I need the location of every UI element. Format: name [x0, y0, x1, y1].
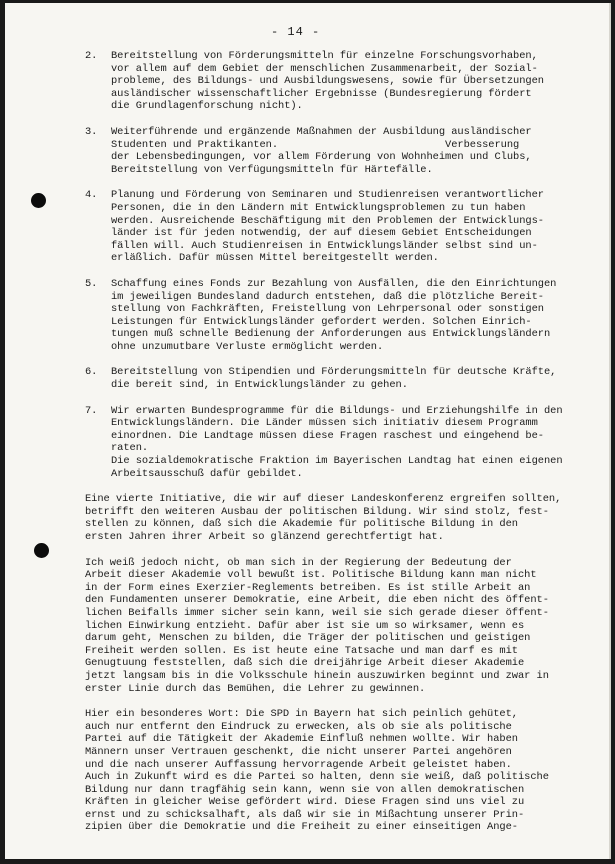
paragraph [85, 557, 563, 696]
list-item-text: Weiterführende und ergänzende Maßnahmen der Ausbildung ausländischer Studenten und Praktikanten. Verbesserung der Lebensbedingungen, vor allem Förderung von Wohnheimen und Clubs, Bereitstellung von Verfügungsmitteln für Härtefälle. [111, 125, 532, 176]
list-item-number: 5. [85, 277, 98, 290]
list-item-number: 2. [85, 50, 98, 62]
punch-hole-bottom [34, 543, 49, 558]
document-body [85, 50, 563, 847]
list-item-text: Bereitstellung von Stipendien und Förderungsmitteln für deutsche Kräfte, die bereit sind, in Entwicklungsländer zu gehen. [111, 366, 557, 392]
list-item-text: Wir erwarten Bundesprogramme für die Bildungs- und Erziehungshilfe in den Entwicklungsländern. Die Länder müssen sich initiativ diesem Programm einordnen. Die Landtage müssen diese Fragen raschest und eingehend be- raten. Die sozialdemokratische Fraktion im Bayerischen Landtag hat einen eigenen Arbeitsausschuß dafür gebildet. [111, 404, 563, 480]
list-item [85, 278, 563, 354]
paragraph-text: Ich weiß jedoch nicht, ob man sich in der Regierung der Bedeutung der Arbeit dieser Akademie voll bewußt ist. Politische Bildung kann man nicht in der Form eines Exerzier-Reglements betreiben. Es ist stille Arbeit an den Fundamenten unserer Demokratie, eine Arbeit, die eben nicht des öffent- lichen Beifalls immer sicher sein kann, weil sie sich gerade dieser öffent- lichen Einwirkung entzieht. Dafür aber ist sie um so wirksamer, wenn es darum geht, Menschen zu bilden, die Träger der politischen und geistigen Freiheit werden sollen. Es ist heute eine Tatsache und man darf es mit Genugtuung feststellen, daß sich die dreijährige Arbeit dieser Akademie jetzt langsam bis in die Volksschule hinein auszuwirken beginnt und zwar in erster Linie durch das Bemühen, die Lehrer zu gewinnen. [85, 556, 549, 695]
punch-hole-top [31, 193, 46, 208]
paragraph [85, 708, 563, 834]
list-item-text: Planung und Förderung von Seminaren und Studienreisen verantwortlicher Personen, die in den Ländern mit Entwicklungsproblemen zu tun haben werden. Ausreichende Beschäftigung mit den Problemen der Entwicklungs- länder ist für jeden notwendig, der auf diesem Gebiet Entscheidungen fällen will. Auch Studienreisen in Entwicklungsländer selbst sind un- erläßlich. Dafür müssen Mittel bereitgestellt werden. [111, 189, 544, 265]
document-page [5, 3, 611, 859]
list-item-number: 6. [85, 366, 98, 379]
list-item [85, 189, 563, 265]
list-item-text: Bereitstellung von Förderungsmitteln für einzelne Forschungsvorhaben, vor allem auf dem Gebiet der menschlichen Zusammenarbeit, der Sozial- probleme, des Bildungs- und Ausbildungswesens, sowie für Übersetzungen ausländischer wissenschaftlicher Ergebnisse (Bundesregierung fördert die Grundlagenforschung nicht). [111, 50, 544, 113]
list-item-number: 4. [85, 189, 98, 202]
paragraph [85, 493, 563, 543]
list-item [85, 405, 563, 481]
paragraph-text: Eine vierte Initiative, die wir auf dieser Landeskonferenz ergreifen sollten, betrifft den weiteren Ausbau der politischen Bildung. Wir sind stolz, fest- stellen zu können, daß sich die Akademie für politische Bildung in den ersten Jahren ihrer Arbeit so glänzend gerechtfertigt hat. [85, 493, 562, 543]
list-item [85, 126, 563, 176]
list-item [85, 366, 563, 391]
list-item [85, 50, 563, 113]
paragraph-text: Hier ein besonderes Wort: Die SPD in Bayern hat sich peinlich gehütet, auch nur entfernt den Eindruck zu erwecken, als ob sie als politische Partei auf die Tätigkeit der Akademie Einfluß nehmen wollte. Wir haben Männern unser Vertrauen geschenkt, die nicht unserer Partei angehören und die nach unserer Auffassung hervorragende Arbeit geleistet haben. Auch in Zukunft wird es die Partei so halten, denn sie weiß, daß politische Bildung nur dann tragfähig sein kann, wenn sie von allen demokratischen Kräften in gleicher Weise gefördert wird. Diese Fragen sind uns viel zu ernst und zu schicksalhaft, als daß wir sie in Mißachtung unserer Prin- zipien über die Demokratie und die Freiheit zu einer einseitigen Ange- [85, 708, 549, 834]
page-number: - 14 - [271, 25, 321, 39]
list-item-number: 3. [85, 125, 98, 138]
list-item-number: 7. [85, 404, 98, 417]
list-item-text: Schaffung eines Fonds zur Bezahlung von Ausfällen, die den Einrichtungen im jeweiligen Bundesland dadurch entstehen, daß die plötzliche Bereit- stellung von Fachkräften, Freistellung von Lehrpersonal oder sonstigen Leistungen für Entwicklungsländer gefordert werden. Solchen Einrich- tungen muß schnelle Bedienung der Anforderungen aus Entwicklungsländern ohne unzumutbare Verluste ermöglicht werden. [111, 277, 557, 353]
